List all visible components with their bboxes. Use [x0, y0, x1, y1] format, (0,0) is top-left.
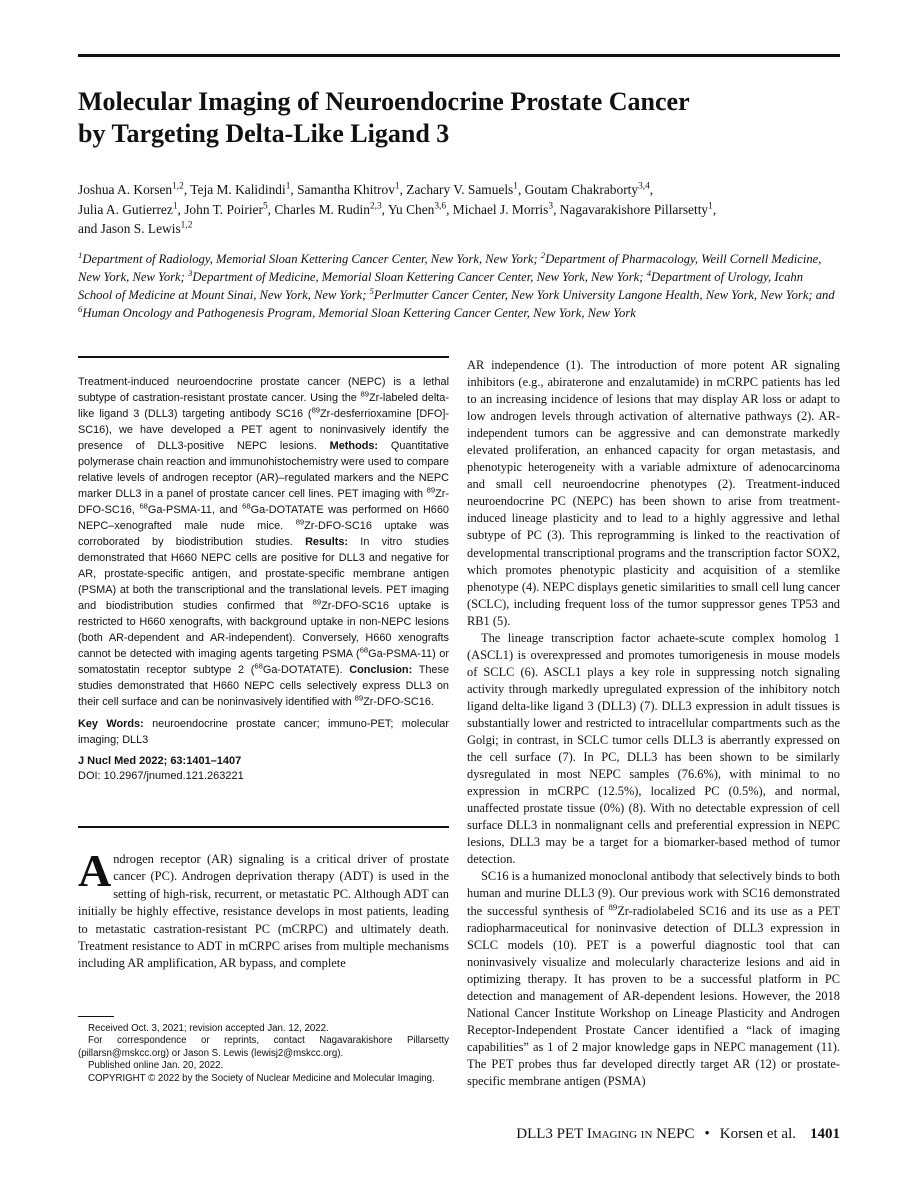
abstract-bottom-rule: [78, 826, 449, 828]
page-footer: [472, 1126, 840, 1143]
author: Charles M. Rudin$^{2,3}$,: [274, 201, 388, 217]
introduction-text: Androgen receptor (AR) signaling is a critical driver of prostate cancer (PC). Androgen deprivation therapy (ADT) is used in the setting of high-risk, recurrent, or metastatic PC. Although ADT can initially be highly effective, resistance develops in most patients, leading to metastatic castration-resistant PC (mCRPC) and ultimately death. Treatment resistance to ADT in mCRPC arises from multiple mechanisms including AR amplification, AR bypass, and complete: [78, 845, 449, 971]
abstract-body: Treatment-induced neuroendocrine prostate cancer (NEPC) is a lethal subtype of castration-resistant prostate cancer. Using the $^{89}$Zr-labeled delta-like ligand 3 (DLL3) targeting antibody SC16 ($^{89}$Zr-desferrioxamine [DFO]-SC16), we have developed a PET agent to noninvasively identify the presence of DLL3-positive NEPC lesions. Methods: Quantitative polymerase chain reaction and immunohistochemistry were used to compare relative levels of androgen receptor (AR)–regulated markers and the NEPC marker DLL3 in a panel of prostate cancer cell lines. PET imaging with $^{89}$Zr-DFO-SC16, $^{68}$Ga-PSMA-11, and $^{68}$Ga-DOTATATE was performed on H660 NEPC–xenografted male nude mice. $^{89}$Zr-DFO-SC16 uptake was corroborated by biodistribution studies. Results: In vitro studies demonstrated that H660 NEPC cells are positive for DLL3 and negative for AR, prostate-specific antigen, and prostate-specific membrane antigen (PSMA) at both the transcriptional and the translational levels. PET imaging and biodistribution studies confirmed that $^{89}$Zr-DFO-SC16 uptake is restricted to H660 xenografts, with background uptake in non-NEPC lesions (both AR-dependent and AR-independent). Conversely, H660 xenografts cannot be detected with imaging agents targeting PSMA ($^{68}$Ga-PSMA-11) or somatostatin receptor subtype 2 ($^{68}$Ga-DOTATATE). Conclusion: These studies demonstrated that H660 NEPC cells selectively express DLL3 on their cell surface and can be noninvasively identified with $^{89}$Zr-DFO-SC16.: [78, 376, 449, 708]
article-title: [78, 86, 818, 150]
received-note: Received Oct. 3, 2021; revision accepted Jan. 12, 2022.: [88, 1023, 329, 1034]
title-line-1: Molecular Imaging of Neuroendocrine Prostate Cancer: [78, 87, 690, 116]
affiliations: $^1$Department of Radiology, Memorial Sloan Kettering Cancer Center, New York, New York; $^2$Department of Pharmacology, Weill Cornell Medicine, New York, New York; $^3$Department of Medicine, Memorial Sloan Kettering Cancer Center, New York, New York; $^4$Department of Urology, Icahn School of Medicine at Mount Sinai, New York, New York; $^5$Perlmutter Cancer Center, New York University Langone Health, New York, New York; and $^6$Human Oncology and Pathogenesis Program, Memorial Sloan Kettering Cancer Center, New York, New York: [78, 249, 835, 320]
published-note: Published online Jan. 20, 2022.: [88, 1060, 224, 1072]
author-list: [78, 180, 840, 239]
right-column-text: [467, 357, 840, 1090]
page-number: 1401: [810, 1126, 840, 1142]
copyright-note: COPYRIGHT © 2022 by the Society of Nuclear Medicine and Molecular Imaging.: [88, 1072, 435, 1084]
running-title: DLL3 PET Imaging in NEPC: [516, 1126, 695, 1142]
abstract-top-rule: [78, 356, 449, 358]
paragraph: AR independence (1). The introduction of more potent AR signaling inhibitors (e.g., abiraterone and enzalutamide) in mCRPC patients has led to an increasing incidence of lesions that may display AR loss or adapt to low androgen levels through activation of alternative pathways (2). AR-independent tumors can be aggressive and can demonstrate markedly elevated proliferation, an enhanced capacity for organ metastasis, and phenotypic heterogeneity with a variable admixture of adenocarcinoma and small cell neuroendocrine phenotypes (2). Treatment-induced neuroendocrine PC (NEPC) has been shown to arise from treatment-induced lineage plasticity and to lead to a highly aggressive and lethal subtype of PC (3). This reprogramming is linked to the reactivation of developmental transcriptional programs and the transcription factor SOX2, which promotes phenotypic plasticity and acquisition of a stemlike phenotype (4). NEPC displays genetic similarities to small cell lung cancer (SCLC), including frequent loss of the tumor suppressor genes TP53 and RB1 (5).: [467, 358, 840, 628]
journal-citation: J Nucl Med 2022; 63:1401–1407: [78, 755, 242, 767]
author: John T. Poirier$^5$,: [184, 201, 275, 217]
author: Joshua A. Korsen$^{1,2}$,: [78, 181, 191, 197]
footnotes: [78, 1023, 449, 1085]
author: Nagavarakishore Pillarsetty$^1$,: [559, 201, 717, 217]
correspondence-note: For correspondence or reprints, contact Nagavarakishore Pillarsetty (pillarsn@mskcc.org) or Jason S. Lewis (lewisj2@mskcc.org).: [78, 1035, 449, 1059]
title-line-2: by Targeting Delta-Like Ligand 3: [78, 119, 450, 148]
paragraph: The lineage transcription factor achaete-scute complex homolog 1 (ASCL1) is overexpressed and promotes tumorigenesis in mouse models of SCLC (6). ASCL1 plays a key role in suppressing notch signaling activity through markedly upregulated expression of the inhibitory notch ligand delta-like ligand 3 (DLL3) (7). DLL3 expression in adult tissues is substantially lower and restricted to intracellular compartments such as the Golgi; in contrast, in SCLC tumor cells DLL3 is aberrantly expressed on the cell surface (7). In PC, DLL3 has been shown to be similarly dysregulated in most NEPC samples (76.6%), with minimal to no expression in mCRPC (12.5%), localized PC (0.5%), and normal, unaffected prostate tissue (0%) (8). With no detectable expression of cell surface DLL3 in nonmalignant cells and preferential expression in NEPC lesions, DLL3 may be a target for a biomarker-based method of tumor detection.: [467, 630, 840, 867]
author: Yu Chen$^{3,6}$,: [387, 201, 453, 217]
author: Teja M. Kalidindi$^1$,: [190, 181, 298, 197]
author: and Jason S. Lewis$^{1,2}$: [78, 220, 193, 236]
doi: DOI: 10.2967/jnumed.121.263221: [78, 770, 244, 782]
running-authors: Korsen et al.: [719, 1126, 796, 1142]
top-rule: [78, 54, 840, 57]
author: Samantha Khitrov$^1$,: [297, 181, 407, 197]
author: Michael J. Morris$^3$,: [452, 201, 560, 217]
abstract: [78, 374, 449, 784]
separator: •: [704, 1126, 710, 1142]
paragraph: SC16 is a humanized monoclonal antibody that selectively binds to both human and murine DLL3 (9). Our previous work with SC16 demonstrated the successful synthesis of $^{89}$Zr-radiolabeled SC16 and its use as a PET radiopharmaceutical for noninvasive detection of DLL3 expression in SCLC models (10). PET is a powerful diagnostic tool that can noninvasively visualize and molecularly characterize lesions and aid in optimizing therapy. It has proven to be a successful platform in PC detection and management of AR-dependent lesions. However, the 2018 National Cancer Institute Workshop on Lineage Plasticity and Androgen Receptor-Independent Prostate Cancer identified a “lack of imaging capabilities” as 1 of 2 major knowledge gaps in NEPC management (11). The PET probes thus far developed directly target AR (12) or prostate-specific membrane antigen (PSMA): [467, 869, 840, 1088]
footnote-rule: [78, 1016, 114, 1017]
keywords: Key Words: neuroendocrine prostate cancer; immuno-PET; molecular imaging; DLL3: [78, 718, 449, 746]
author: Goutam Chakraborty$^{3,4}$,: [524, 181, 654, 197]
drop-cap: A: [78, 845, 112, 896]
author: Zachary V. Samuels$^1$,: [406, 181, 525, 197]
author: Julia A. Gutierrez$^1$,: [78, 201, 185, 217]
